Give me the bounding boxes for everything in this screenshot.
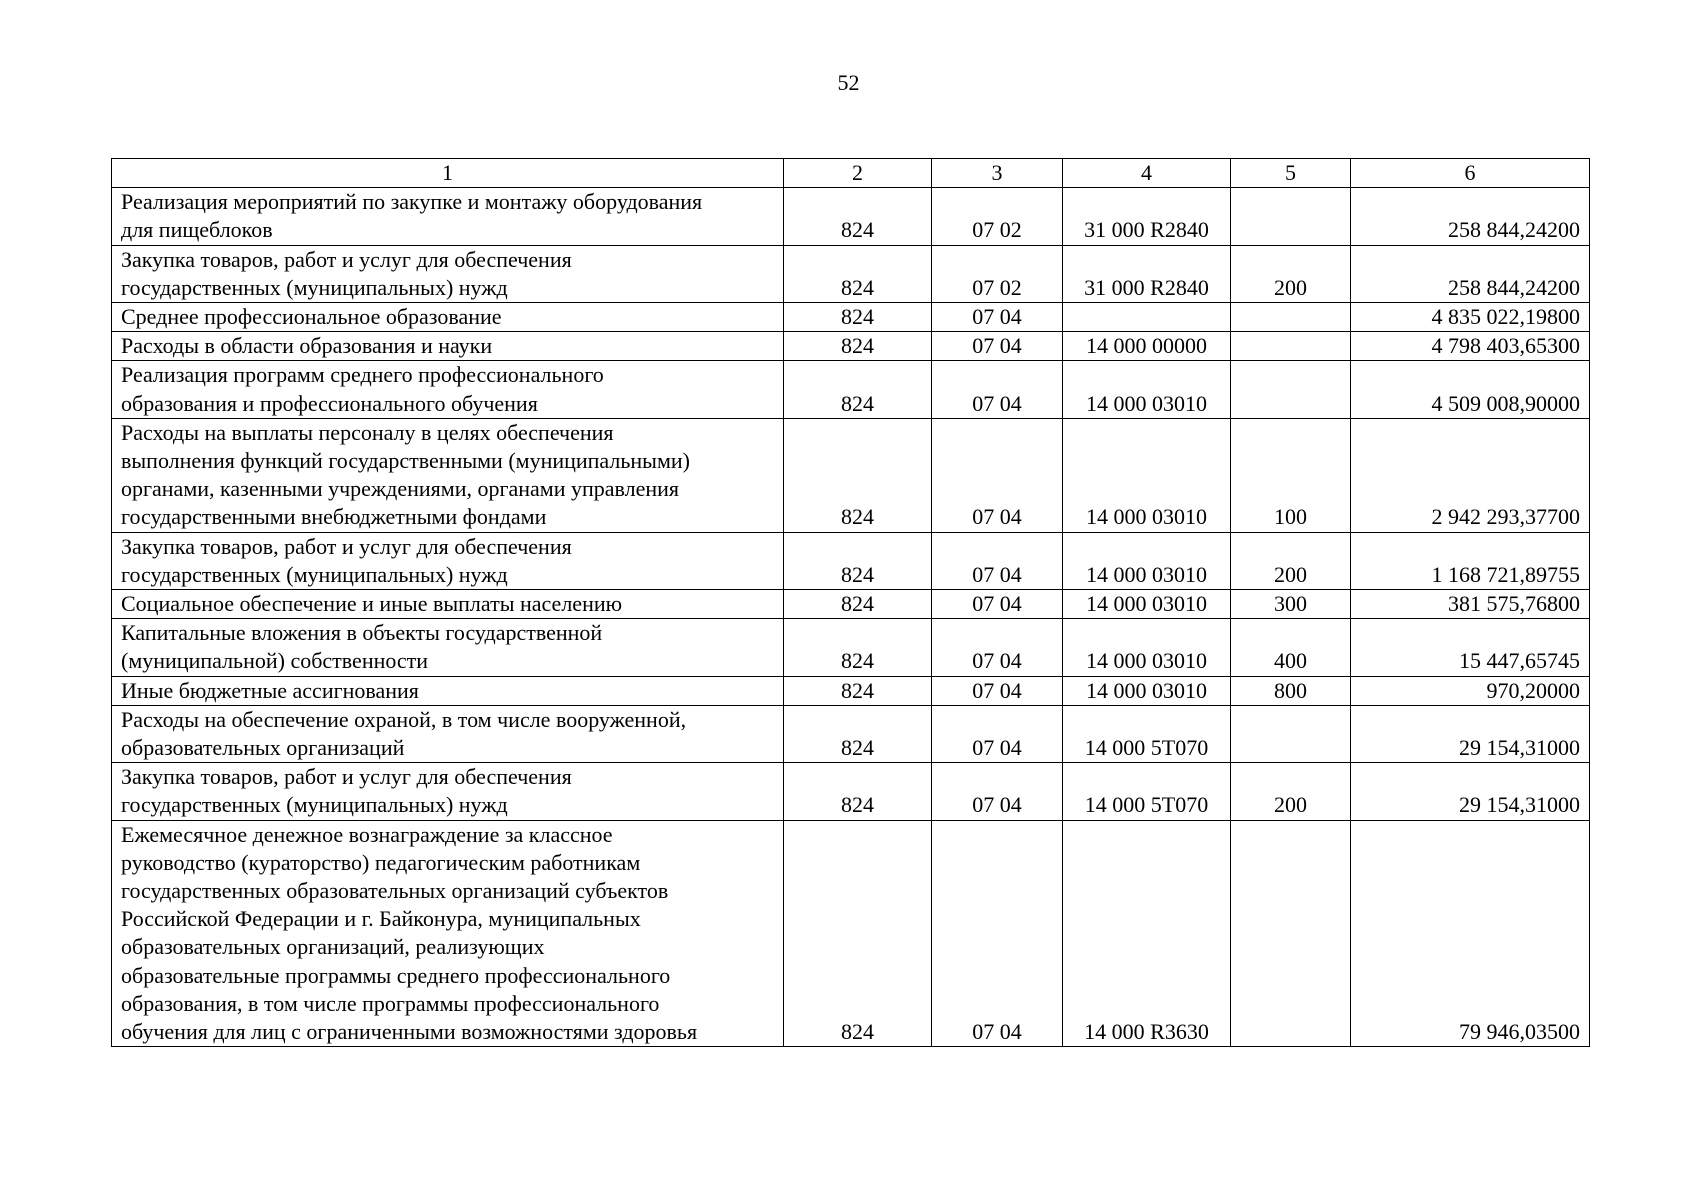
row-col-3: 07 04 xyxy=(932,619,1063,676)
row-col-6: 2 942 293,37700 xyxy=(1351,418,1590,532)
row-name-text: Капитальные вложения в объекты государственной (муниципальной) собственности xyxy=(121,620,603,674)
row-col-5 xyxy=(1231,188,1351,245)
row-col-4: 14 000 03010 xyxy=(1063,590,1231,619)
row-col-5: 400 xyxy=(1231,619,1351,676)
row-name xyxy=(112,532,784,589)
row-name-text: Реализация программ среднего профессионального образования и профессионального обучения xyxy=(121,362,604,416)
row-col-2: 824 xyxy=(784,245,932,302)
table-row xyxy=(112,820,1590,1047)
header-col-4: 4 xyxy=(1063,159,1231,188)
row-name xyxy=(112,418,784,532)
row-col-5 xyxy=(1231,361,1351,418)
row-col-2: 824 xyxy=(784,619,932,676)
row-col-4: 14 000 03010 xyxy=(1063,361,1231,418)
row-name xyxy=(112,303,784,332)
row-name-text: Иные бюджетные ассигнования xyxy=(121,677,419,703)
row-col-3: 07 04 xyxy=(932,705,1063,762)
row-name-text: Ежемесячное денежное вознаграждение за классное руководство (кураторство) педагогическим работникам государственных образовательных организаций субъектов Российской Федерации и г. Байконура, муниципальных образовательных организаций, реализующих образовательные программы среднего профессионального образования, в том числе программы профессионального обучения для лиц с ограниченными возможностями здоровья xyxy=(121,821,698,1045)
row-col-2: 824 xyxy=(784,188,932,245)
row-col-2: 824 xyxy=(784,820,932,1047)
table-row xyxy=(112,705,1590,762)
row-col-3: 07 04 xyxy=(932,676,1063,705)
row-col-2: 824 xyxy=(784,332,932,361)
table-row xyxy=(112,245,1590,302)
row-col-5 xyxy=(1231,820,1351,1047)
row-col-4: 14 000 03010 xyxy=(1063,676,1231,705)
row-col-3: 07 02 xyxy=(932,188,1063,245)
table-row xyxy=(112,418,1590,532)
row-col-3: 07 02 xyxy=(932,245,1063,302)
row-name xyxy=(112,332,784,361)
row-name xyxy=(112,705,784,762)
table-row xyxy=(112,763,1590,820)
row-col-3: 07 04 xyxy=(932,418,1063,532)
row-col-6: 381 575,76800 xyxy=(1351,590,1590,619)
row-col-6: 4 509 008,90000 xyxy=(1351,361,1590,418)
row-col-2: 824 xyxy=(784,590,932,619)
row-col-6: 29 154,31000 xyxy=(1351,763,1590,820)
row-col-6: 1 168 721,89755 xyxy=(1351,532,1590,589)
table-row xyxy=(112,361,1590,418)
row-col-4: 14 000 5Т070 xyxy=(1063,763,1231,820)
row-col-3: 07 04 xyxy=(932,532,1063,589)
row-name-text: Социальное обеспечение и иные выплаты населению xyxy=(121,591,623,617)
row-col-4: 31 000 R2840 xyxy=(1063,245,1231,302)
row-col-5 xyxy=(1231,705,1351,762)
row-col-4: 31 000 R2840 xyxy=(1063,188,1231,245)
row-name-text: Расходы на выплаты персоналу в целях обеспечения выполнения функций государственными (муниципальными) органами, казенными учреждениями, органами управления государственными внебюджетными фондами xyxy=(121,419,690,530)
header-col-6: 6 xyxy=(1351,159,1590,188)
row-col-6: 258 844,24200 xyxy=(1351,245,1590,302)
row-name-text: Закупка товаров, работ и услуг для обеспечения государственных (муниципальных) нужд xyxy=(121,764,572,818)
header-col-1: 1 xyxy=(112,159,784,188)
row-name xyxy=(112,763,784,820)
row-col-6: 4 798 403,65300 xyxy=(1351,332,1590,361)
row-col-2: 824 xyxy=(784,303,932,332)
row-col-4: 14 000 5Т070 xyxy=(1063,705,1231,762)
row-col-2: 824 xyxy=(784,763,932,820)
row-col-4: 14 000 00000 xyxy=(1063,332,1231,361)
row-col-6: 15 447,65745 xyxy=(1351,619,1590,676)
page-number: 52 xyxy=(837,70,860,95)
row-col-2: 824 xyxy=(784,361,932,418)
row-name xyxy=(112,361,784,418)
header-col-5: 5 xyxy=(1231,159,1351,188)
row-col-4 xyxy=(1063,303,1231,332)
row-col-2: 824 xyxy=(784,676,932,705)
row-col-4: 14 000 03010 xyxy=(1063,532,1231,589)
row-col-5: 200 xyxy=(1231,532,1351,589)
row-col-5: 200 xyxy=(1231,763,1351,820)
row-name xyxy=(112,590,784,619)
table-row xyxy=(112,590,1590,619)
row-col-2: 824 xyxy=(784,705,932,762)
row-col-4: 14 000 R3630 xyxy=(1063,820,1231,1047)
row-col-3: 07 04 xyxy=(932,361,1063,418)
row-col-5: 200 xyxy=(1231,245,1351,302)
row-col-5 xyxy=(1231,303,1351,332)
row-col-6: 29 154,31000 xyxy=(1351,705,1590,762)
row-name-text: Закупка товаров, работ и услуг для обеспечения государственных (муниципальных) нужд xyxy=(121,533,572,587)
row-name xyxy=(112,188,784,245)
row-name-text: Расходы в области образования и науки xyxy=(121,333,493,359)
row-col-3: 07 04 xyxy=(932,590,1063,619)
header-col-2: 2 xyxy=(784,159,932,188)
row-name xyxy=(112,619,784,676)
row-col-3: 07 04 xyxy=(932,763,1063,820)
row-col-5: 300 xyxy=(1231,590,1351,619)
row-name-text: Реализация мероприятий по закупке и монтажу оборудования для пищеблоков xyxy=(121,189,703,243)
row-col-6: 970,20000 xyxy=(1351,676,1590,705)
row-col-6: 258 844,24200 xyxy=(1351,188,1590,245)
row-col-5: 800 xyxy=(1231,676,1351,705)
row-name-text: Среднее профессиональное образование xyxy=(121,304,502,330)
row-col-4: 14 000 03010 xyxy=(1063,418,1231,532)
table-row xyxy=(112,332,1590,361)
row-col-2: 824 xyxy=(784,532,932,589)
row-col-4: 14 000 03010 xyxy=(1063,619,1231,676)
row-col-5: 100 xyxy=(1231,418,1351,532)
row-col-6: 79 946,03500 xyxy=(1351,820,1590,1047)
table-row xyxy=(112,303,1590,332)
row-name-text: Закупка товаров, работ и услуг для обеспечения государственных (муниципальных) нужд xyxy=(121,246,572,300)
row-name-text: Расходы на обеспечение охраной, в том числе вооруженной, образовательных организаций xyxy=(121,706,687,761)
row-col-6: 4 835 022,19800 xyxy=(1351,303,1590,332)
row-col-3: 07 04 xyxy=(932,332,1063,361)
table-header-row xyxy=(112,159,1590,188)
header-col-3: 3 xyxy=(932,159,1063,188)
table-row xyxy=(112,188,1590,245)
row-col-2: 824 xyxy=(784,418,932,532)
table-row xyxy=(112,676,1590,705)
row-col-3: 07 04 xyxy=(932,820,1063,1047)
table-row xyxy=(112,532,1590,589)
row-col-5 xyxy=(1231,332,1351,361)
table-row xyxy=(112,619,1590,676)
row-col-3: 07 04 xyxy=(932,303,1063,332)
row-name xyxy=(112,676,784,705)
row-name xyxy=(112,820,784,1047)
row-name xyxy=(112,245,784,302)
budget-table xyxy=(111,158,1590,1047)
